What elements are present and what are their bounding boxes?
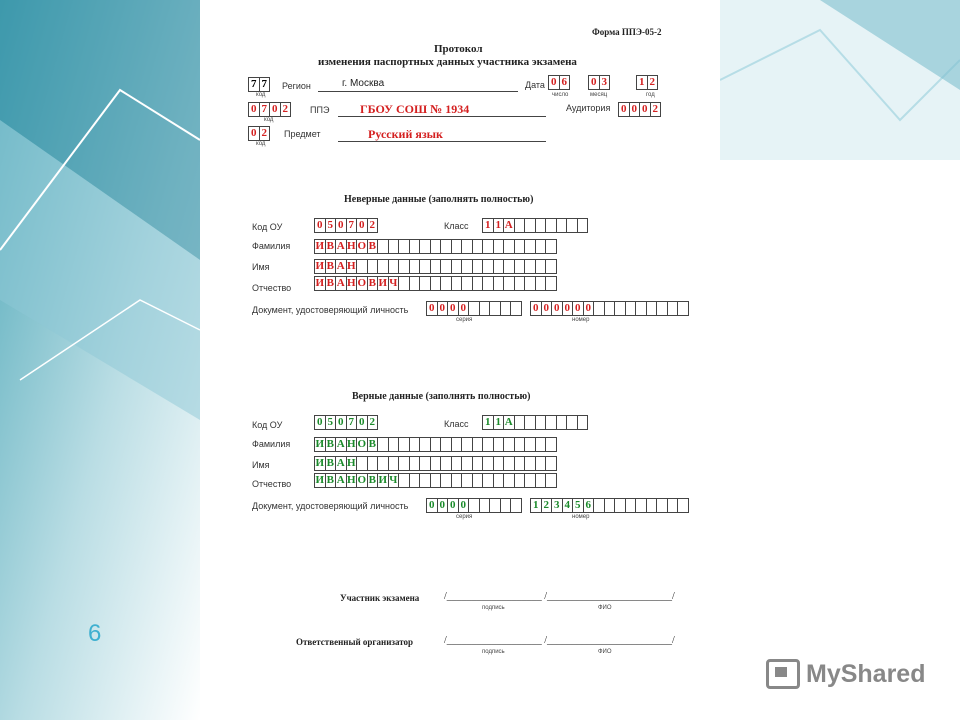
wrong-class-cells: 1 1 А — [482, 218, 587, 233]
correct-series-cells: 0 0 0 0 — [426, 498, 521, 513]
wrong-lastname-cells: И В А Н О В — [314, 239, 556, 254]
auditorium-code-cells: 0 0 0 2 — [618, 102, 660, 117]
region-code-cells: 7 7 — [248, 77, 269, 92]
correct-ou-cells: 0 5 0 7 0 2 — [314, 415, 377, 430]
brand-name: MyShared — [806, 659, 926, 688]
region-line — [318, 91, 518, 92]
wrong-doc-label: Документ, удостоверяющий личность — [252, 305, 409, 315]
wrong-patronymic-label: Отчество — [252, 283, 292, 293]
participant-sign-line: /___________________ /_________________________/ — [444, 591, 675, 602]
correct-firstname-label: Имя — [252, 460, 270, 470]
wrong-firstname-label: Имя — [252, 262, 270, 272]
wrong-number-caption: номер — [572, 317, 590, 323]
slide-number: 6 — [88, 620, 102, 647]
date-day-caption: число — [552, 92, 569, 98]
subject-value: Русский язык — [368, 127, 443, 141]
organizer-fio-caption: ФИО — [598, 649, 612, 655]
region-code-caption: код — [256, 92, 266, 98]
region-value: г. Москва — [342, 78, 385, 89]
ppe-value: ГБОУ СОШ № 1934 — [360, 102, 470, 116]
date-year-caption: год — [646, 92, 655, 98]
wrong-lastname-label: Фамилия — [252, 241, 291, 251]
auditorium-label: Аудитория — [566, 103, 611, 113]
correct-lastname-cells: И В А Н О В — [314, 437, 556, 452]
organizer-sign-line: /___________________ /_________________________/ — [444, 635, 675, 646]
organizer-sign-caption: подпись — [482, 649, 505, 655]
date-year-cells: 1 2 — [636, 75, 657, 90]
subject-code-cells: 0 2 — [248, 126, 269, 141]
subject-code-caption: код — [256, 141, 266, 147]
date-day-cells: 0 6 — [548, 75, 569, 90]
correct-doc-label: Документ, удостоверяющий личность — [252, 501, 409, 511]
participant-sign-caption: подпись — [482, 605, 505, 611]
ppe-code-cells: 0 7 0 2 — [248, 102, 290, 117]
organizer-label: Ответственный организатор — [296, 637, 414, 647]
correct-ou-label: Код ОУ — [252, 420, 283, 430]
wrong-series-cells: 0 0 0 0 — [426, 301, 521, 316]
correct-number-cells: 1 2 3 4 5 6 — [530, 498, 688, 513]
correct-class-cells: 1 1 А — [482, 415, 587, 430]
form-subtitle: изменения паспортных данных участника экзамена — [318, 56, 577, 68]
wrong-patronymic-cells: И В А Н О В И Ч — [314, 276, 556, 291]
wrong-number-cells: 0 0 0 0 0 0 — [530, 301, 688, 316]
wrong-ou-cells: 0 5 0 7 0 2 — [314, 218, 377, 233]
form-title: Протокол — [434, 43, 483, 55]
date-label: Дата — [525, 80, 545, 90]
wrong-class-label: Класс — [444, 221, 469, 231]
correct-section-title: Верные данные (заполнять полностью) — [352, 391, 531, 402]
participant-label: Участник экзамена — [340, 593, 420, 603]
ppe-label: ППЭ — [310, 105, 330, 115]
ppe-code-caption: код — [264, 117, 274, 123]
participant-fio-caption: ФИО — [598, 605, 612, 611]
correct-number-caption: номер — [572, 514, 590, 520]
form-id: Форма ППЭ-05-2 — [592, 27, 662, 37]
form-page — [200, 3, 720, 715]
subject-label: Предмет — [284, 129, 321, 139]
wrong-series-caption: серия — [456, 317, 473, 323]
brand-logo[interactable] — [766, 656, 925, 692]
correct-patronymic-cells: И В А Н О В И Ч — [314, 473, 556, 488]
wrong-section-title: Неверные данные (заполнять полностью) — [344, 194, 534, 205]
brand-icon — [766, 659, 800, 689]
wrong-ou-label: Код ОУ — [252, 222, 283, 232]
correct-series-caption: серия — [456, 514, 473, 520]
correct-patronymic-label: Отчество — [252, 479, 292, 489]
correct-class-label: Класс — [444, 419, 469, 429]
region-label: Регион — [282, 81, 311, 91]
date-month-cells: 0 3 — [588, 75, 609, 90]
correct-firstname-cells: И В А Н — [314, 456, 556, 471]
wrong-firstname-cells: И В А Н — [314, 259, 556, 274]
date-month-caption: месяц — [590, 92, 608, 98]
correct-lastname-label: Фамилия — [252, 439, 291, 449]
